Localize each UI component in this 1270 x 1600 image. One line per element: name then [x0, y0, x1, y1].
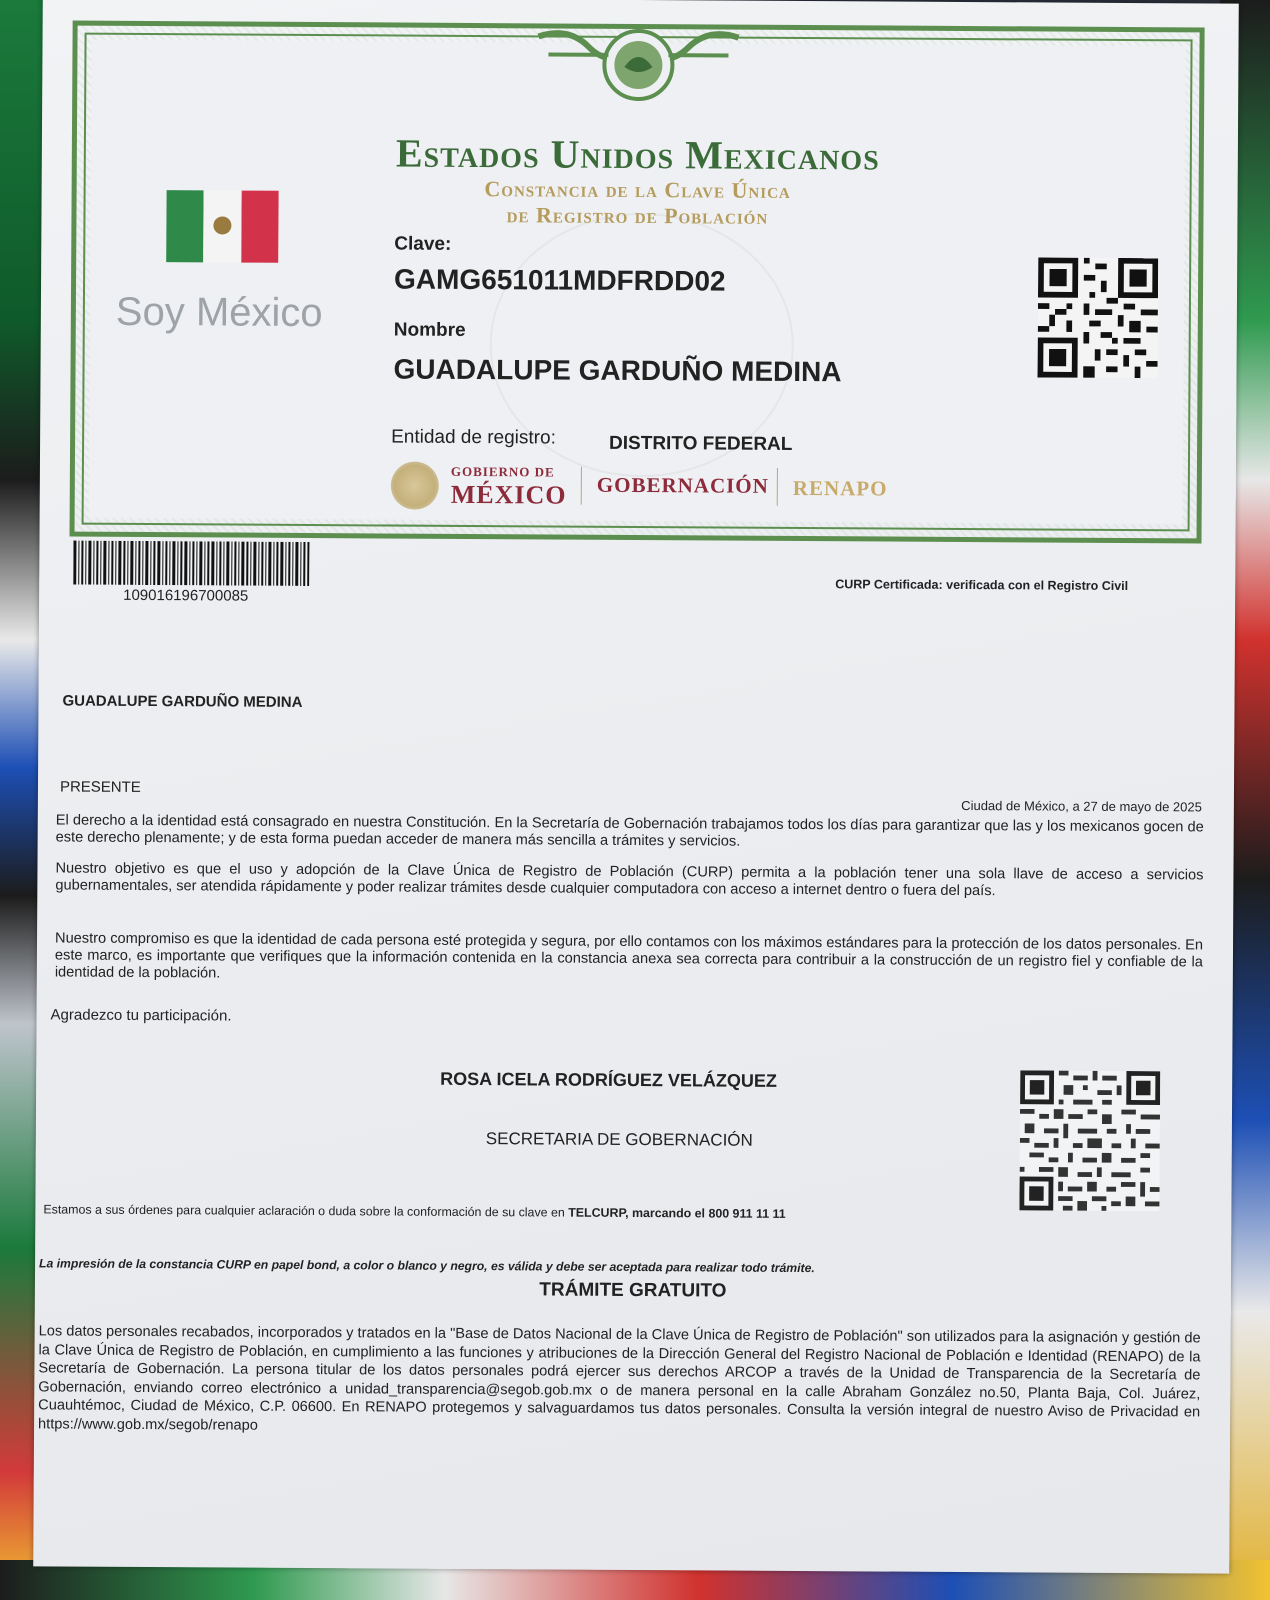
signatory-name: ROSA ICELA RODRÍGUEZ VELÁZQUEZ	[440, 1068, 777, 1091]
contact-note	[43, 1202, 785, 1221]
certified-note: CURP Certificada: verificada con el Registro Civil	[835, 577, 1129, 594]
qr-code-icon	[1037, 257, 1158, 378]
barcode-icon	[73, 541, 309, 586]
gobierno-logo-line1: GOBIERNO DE	[450, 463, 555, 480]
barcode-number: 109016196700085	[123, 586, 249, 605]
coat-of-arms-icon	[528, 16, 749, 107]
qr-code-icon	[1019, 1070, 1160, 1211]
nombre-value: GUADALUPE GARDUÑO MEDINA	[393, 353, 842, 388]
validity-note: La impresión de la constancia CURP en papel bond, a color o blanco y negro, es válida y debe ser aceptada para realizar todo trámite.	[39, 1256, 815, 1276]
free-procedure-label: TRÁMITE GRATUITO	[539, 1279, 727, 1302]
renapo-logo: RENAPO	[792, 475, 888, 501]
letter-paragraph-3: Nuestro compromiso es que la identidad de cada persona esté protegida y segura, por ello contamos con los máximos estándares para la protección de los datos personales. En este marco, es importante que verifiques que la información contenida en la constancia anexa sea correcta para contribuir a la construcción de un registro fiel y confiable de la identidad de la población.	[54, 930, 1204, 982]
letter-addressee: GUADALUPE GARDUÑO MEDINA	[62, 692, 303, 711]
logo-divider	[581, 467, 582, 505]
institution-logos	[391, 459, 911, 516]
gobierno-logo-line2: MÉXICO	[450, 479, 567, 510]
signatory-title: SECRETARIA DE GOBERNACIÓN	[485, 1129, 753, 1150]
document-page	[33, 0, 1239, 1574]
letter-presente: PRESENTE	[59, 778, 141, 796]
gobernacion-logo: GOBERNACIÓN	[596, 472, 769, 498]
clave-label: Clave:	[394, 233, 452, 255]
contact-text: Estamos a sus órdenes para cualquier aclaración o duda sobre la conformación de su clave en	[43, 1202, 569, 1220]
mexico-flag-icon	[166, 190, 278, 263]
entidad-value: DISTRITO FEDERAL	[609, 432, 793, 455]
brand-slogan: Soy México	[115, 289, 323, 336]
certificate-body	[89, 40, 1186, 525]
privacy-notice: Los datos personales recabados, incorporados y tratados en la "Base de Datos Nacional de la Clave Única de Registro de Población" son utilizados para la asignación y gestión de la Clave Única de Registro de Población, en cumplimiento a las funciones y atribuciones de la Dirección General del Registro Nacional de Población e Identidad (RENAPO) de la Secretaría de Gobernación. La persona titular de los datos personales podrá ejercer sus derechos ARCOP a través de la Unidad de Transparencia de la Secretaría de Gobernación, enviando correo electrónico a unidad_transparencia@segob.gob.mx o de manera personal en la calle Abraham González no.50, Planta Baja, Col. Juárez, Cuauhtémoc, Ciudad de México, C.P. 06600. En RENAPO protegemos y salvaguardamos tus datos personales. Consulta la versión integral de nuestro Aviso de Privacidad en https://www.gob.mx/segob/renapo	[38, 1323, 1201, 1434]
letter-paragraph-2: Nuestro objetivo es que el uso y adopción de la Clave Única de Registro de Población (CURP) permita a la población tener una sola llave de acceso a servicios gubernamentales, ser atendida rápidamente y poder realizar trámites desde cualquier computadora con acceso a internet dentro o fuera del país.	[55, 860, 1204, 900]
letter-closing: Agradezco tu participación.	[50, 1006, 232, 1025]
letter-paragraph-1: El derecho a la identidad está consagrado en nuestra Constitución. En la Secretaría de Gobernación trabajamos todos los días para garantizar que las y los mexicanos gocen de este derecho plenamente; y de esta forma puedan acceder de manera más sencilla a trámites y servicios.	[55, 812, 1204, 850]
nombre-label: Nombre	[393, 319, 466, 341]
logo-divider	[777, 468, 778, 506]
gobierno-emblem-icon	[391, 461, 439, 509]
contact-phone: TELCURP, marcando el 800 911 11 11	[568, 1205, 786, 1221]
country-title: Estados Unidos Mexicanos	[395, 130, 880, 179]
clave-value: GAMG651011MDFRDD02	[393, 263, 726, 297]
letter-place-date: Ciudad de México, a 27 de mayo de 2025	[961, 797, 1202, 815]
certificate-subtitle-line2: de Registro de Población	[506, 202, 769, 229]
certificate-frame	[70, 21, 1205, 544]
entidad-label: Entidad de registro:	[391, 426, 556, 449]
certificate-subtitle-line1: Constancia de la Clave Única	[484, 176, 791, 203]
